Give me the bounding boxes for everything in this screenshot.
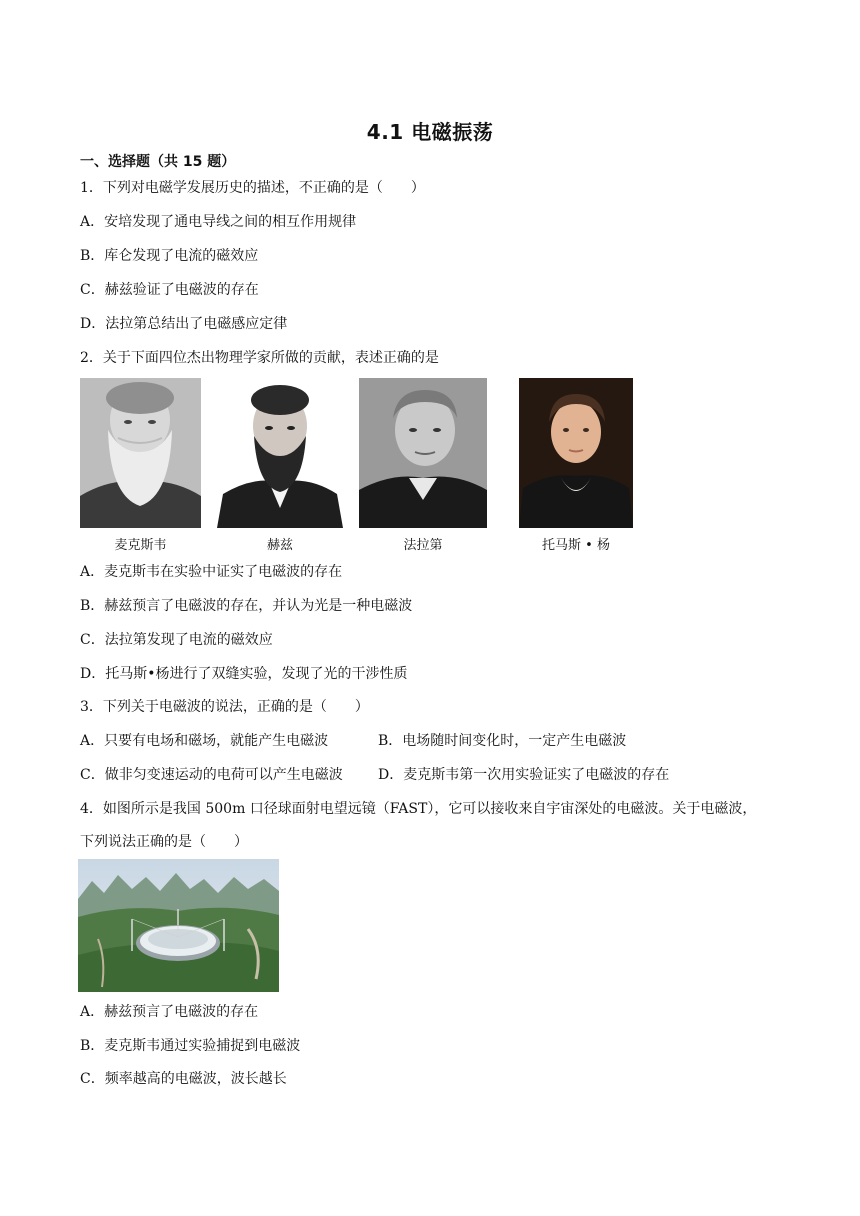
portrait-maxwell-image [80, 378, 201, 528]
q4-option-b: B．麦克斯韦通过实验捕捉到电磁波 [80, 1038, 301, 1054]
q1-option-d: D．法拉第总结出了电磁感应定律 [80, 316, 288, 332]
q2-option-b: B．赫兹预言了电磁波的存在，并认为光是一种电磁波 [80, 598, 413, 614]
caption-hertz: 赫兹 [266, 538, 293, 553]
q3-option-c: C．做非匀变速运动的电荷可以产生电磁波 [80, 767, 343, 783]
q1-stem: 1．下列对电磁学发展历史的描述，不正确的是（ ） [80, 180, 425, 196]
q4-stem-line1: 4．如图所示是我国 500m 口径球面射电望远镜（FAST），它可以接收来自宇宙深处的电磁波。关于电磁波， [80, 801, 757, 817]
q2-stem: 2．关于下面四位杰出物理学家所做的贡献，表述正确的是 [80, 350, 439, 366]
portrait-faraday-image [359, 378, 487, 528]
q2-option-a: A．麦克斯韦在实验中证实了电磁波的存在 [80, 564, 343, 580]
q2-option-d: D．托马斯•杨进行了双缝实验，发现了光的干涉性质 [80, 666, 408, 682]
q1-option-c: C．赫兹验证了电磁波的存在 [80, 282, 259, 298]
portrait-thomas-young-image [519, 378, 633, 528]
caption-maxwell: 麦克斯韦 [114, 538, 167, 553]
caption-thomas-young: 托马斯 • 杨 [542, 538, 610, 553]
q2-option-c: C．法拉第发现了电流的磁效应 [80, 632, 273, 648]
section-heading: 一、选择题（共 15 题） [80, 154, 236, 170]
fast-telescope-image [78, 859, 279, 992]
q4-stem-line2: 下列说法正确的是（ ） [80, 834, 248, 850]
portrait-hertz-image [217, 378, 343, 528]
q3-option-b: B．电场随时间变化时，一定产生电磁波 [378, 733, 627, 749]
q1-option-a: A．安培发现了通电导线之间的相互作用规律 [80, 214, 357, 230]
page-title: 4.1 电磁振荡 [366, 120, 494, 144]
q3-stem: 3．下列关于电磁波的说法，正确的是（ ） [80, 699, 369, 715]
q1-option-b: B．库仑发现了电流的磁效应 [80, 248, 259, 264]
q3-option-a: A．只要有电场和磁场，就能产生电磁波 [80, 733, 329, 749]
q4-option-c: C．频率越高的电磁波，波长越长 [80, 1071, 287, 1087]
caption-faraday: 法拉第 [403, 538, 443, 553]
q4-option-a: A．赫兹预言了电磁波的存在 [80, 1004, 259, 1020]
q3-option-d: D．麦克斯韦第一次用实验证实了电磁波的存在 [378, 767, 670, 783]
